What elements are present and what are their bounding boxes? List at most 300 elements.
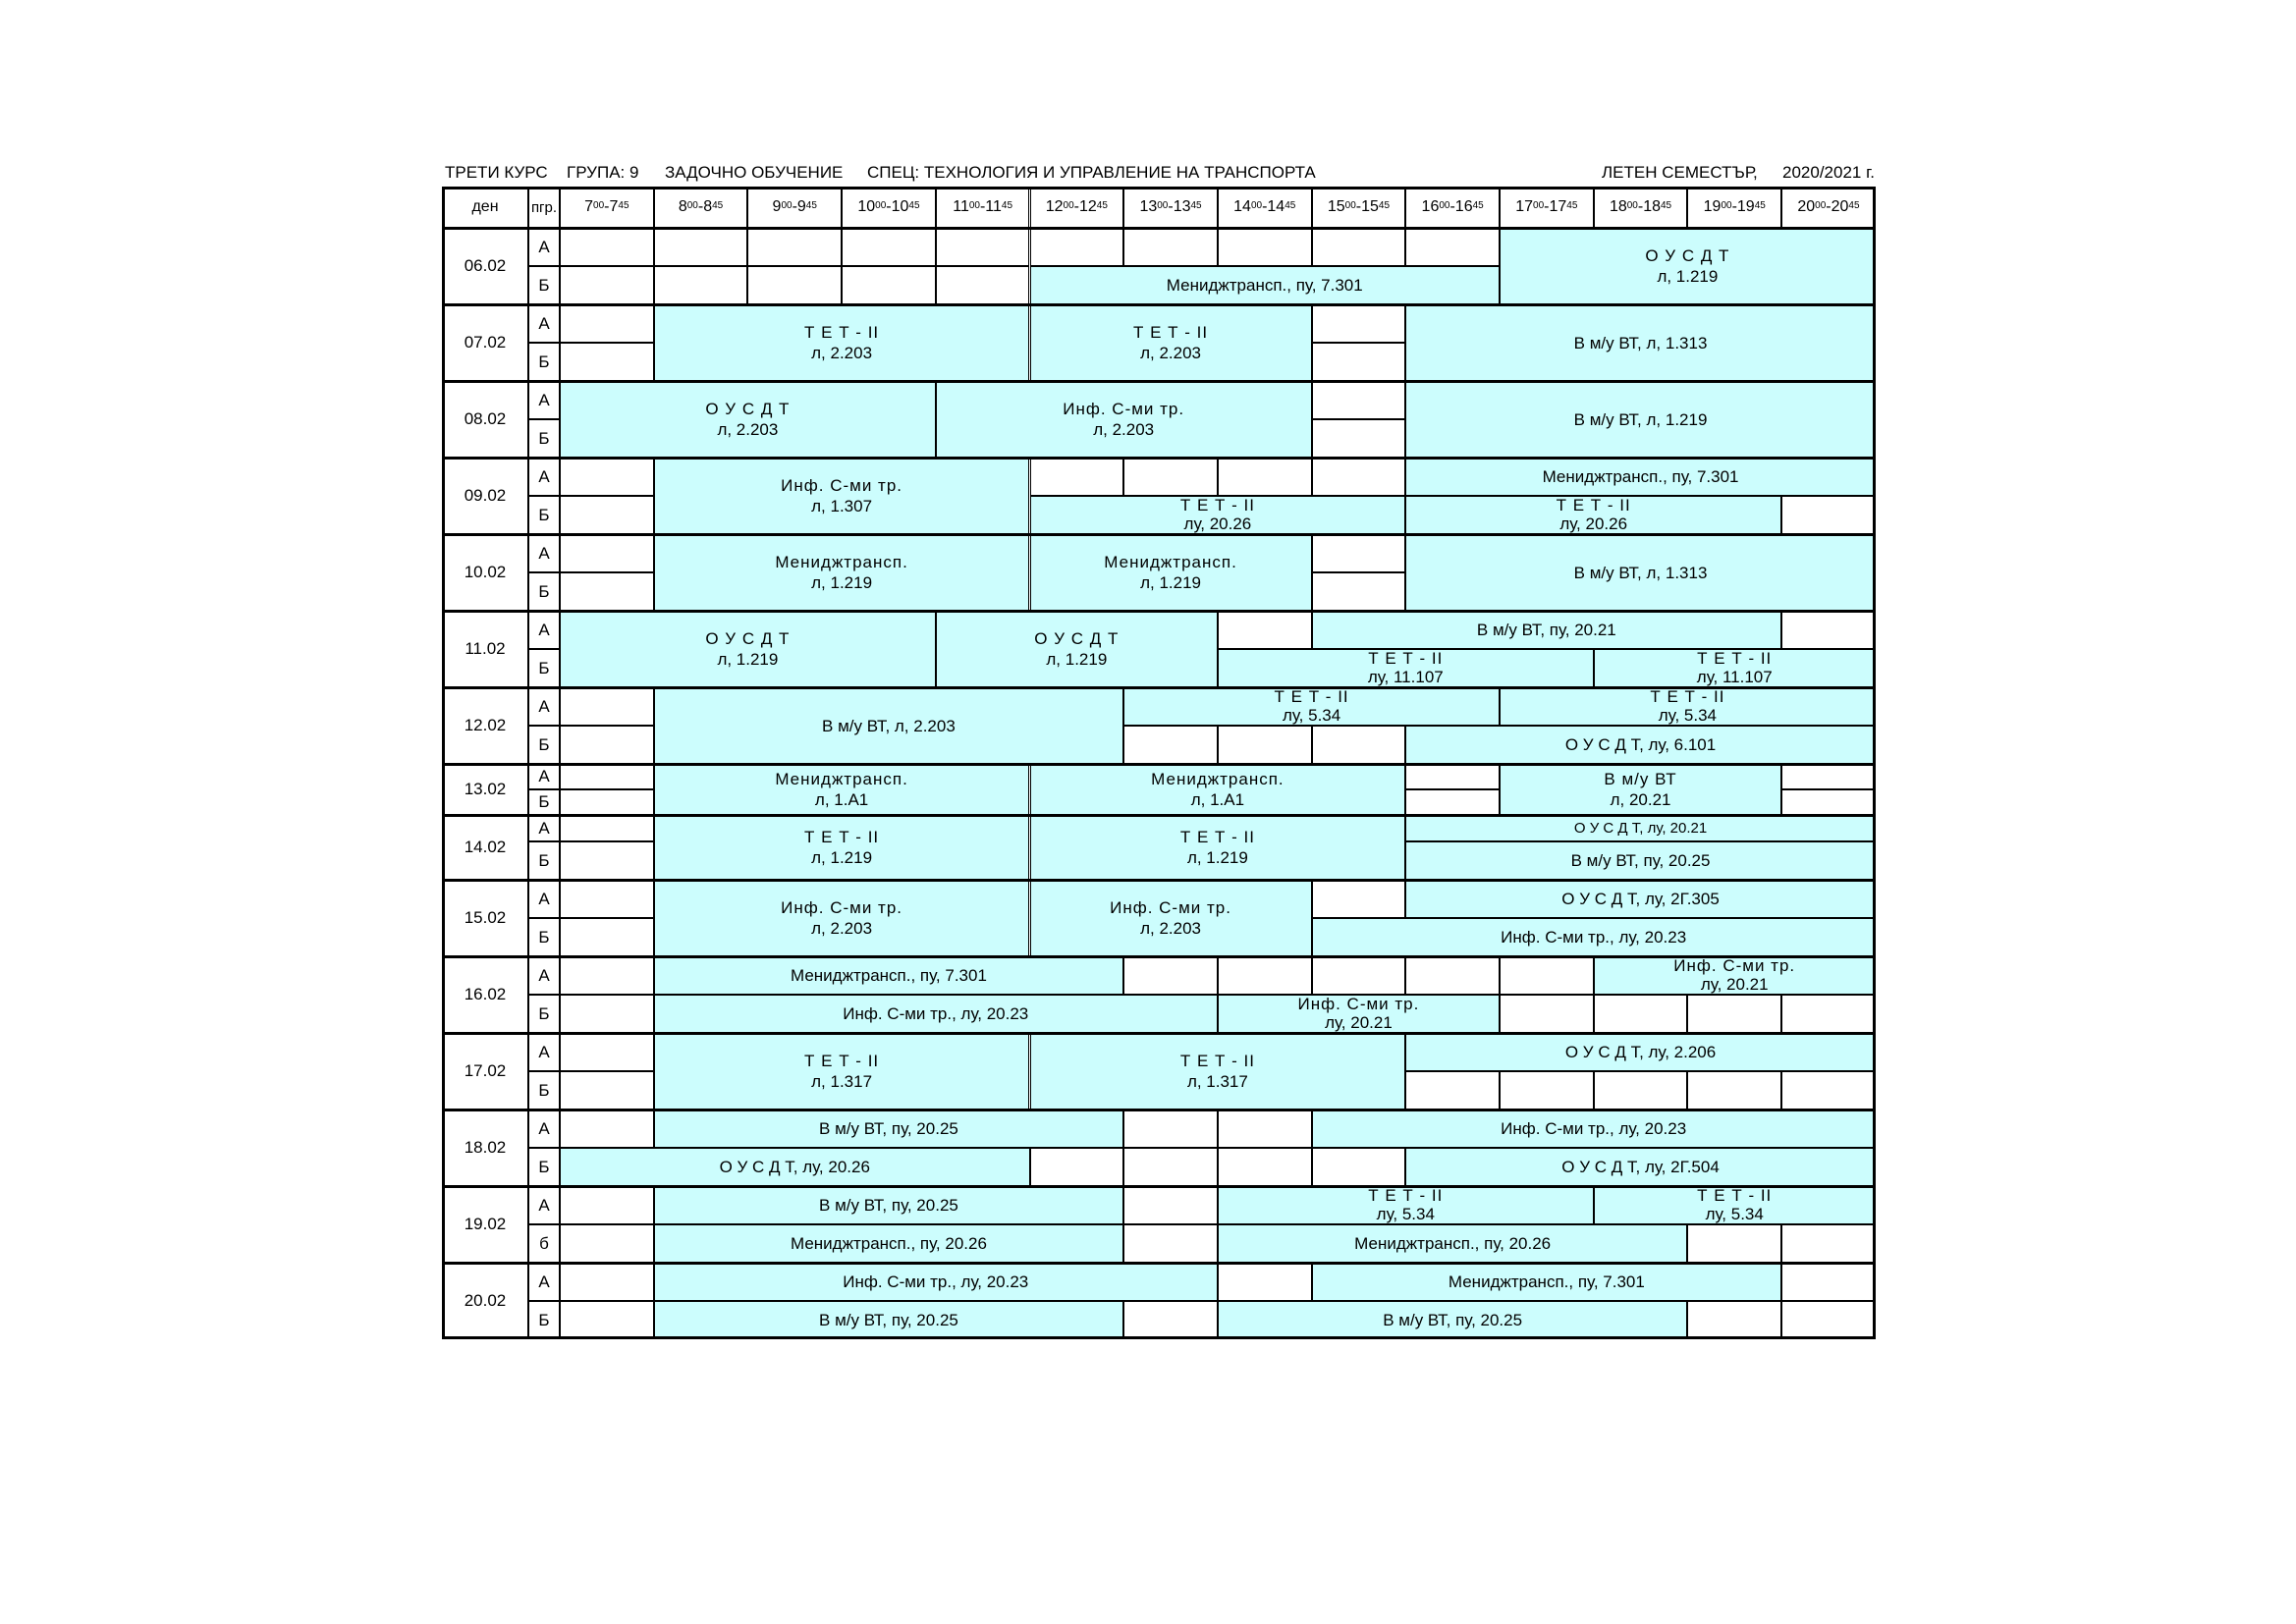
schedule-header xyxy=(445,163,1879,187)
empty-slot xyxy=(747,228,842,266)
time-end: 13 xyxy=(1173,198,1191,215)
time-start: 16 xyxy=(1421,198,1440,215)
empty-slot xyxy=(1687,995,1781,1033)
class-block[interactable] xyxy=(1030,534,1312,611)
class-subject: Т Е Т - II xyxy=(1697,649,1773,668)
empty-slot xyxy=(560,995,654,1033)
class-room: л, 1.219 xyxy=(717,650,779,669)
class-subject: Мениджтрансп., пу, 7.301 xyxy=(1448,1272,1645,1291)
class-block[interactable] xyxy=(1500,687,1876,726)
semester-label: ЛЕТЕН СЕМЕСТЪР, xyxy=(1602,163,1758,182)
empty-slot xyxy=(560,304,654,343)
empty-slot xyxy=(1687,1301,1781,1339)
time-start-sup: 00 xyxy=(1815,199,1827,211)
class-subject: В м/у ВТ, л, 2.203 xyxy=(822,716,956,735)
subgroup-cell-b: Б xyxy=(528,572,560,611)
class-block[interactable] xyxy=(654,815,1030,880)
class-block[interactable] xyxy=(1405,880,1876,918)
empty-slot xyxy=(560,726,654,764)
class-subject: Т Е Т - II xyxy=(1650,687,1725,706)
time-start-sup: 00 xyxy=(1626,199,1638,211)
day-separator xyxy=(442,1109,1876,1111)
day-separator xyxy=(442,1032,1876,1035)
column-header-time-slot xyxy=(1123,187,1218,228)
column-header-time-slot xyxy=(1030,187,1124,228)
class-subject: Мениджтрансп., пу, 20.26 xyxy=(790,1234,987,1253)
empty-slot xyxy=(1405,956,1500,995)
empty-slot xyxy=(1312,534,1406,572)
day-separator xyxy=(442,763,1876,766)
class-room: лу, 20.26 xyxy=(1559,514,1628,533)
column-divider xyxy=(559,187,561,1339)
class-subject: В м/у ВТ xyxy=(1604,770,1677,788)
class-room: л, 1.А1 xyxy=(1190,790,1245,809)
empty-slot xyxy=(654,266,748,304)
time-start: 18 xyxy=(1609,198,1627,215)
class-block[interactable] xyxy=(560,381,936,458)
column-header-time-slot xyxy=(842,187,936,228)
empty-slot xyxy=(1312,1148,1406,1186)
time-end: 12 xyxy=(1079,198,1097,215)
class-block[interactable] xyxy=(1312,1263,1782,1301)
class-block[interactable] xyxy=(1405,726,1876,764)
empty-slot xyxy=(1781,1301,1876,1339)
time-end: 10 xyxy=(891,198,909,215)
empty-slot xyxy=(560,918,654,956)
empty-slot xyxy=(1781,1071,1876,1110)
class-room: л, 2.203 xyxy=(811,919,873,938)
empty-slot xyxy=(1312,726,1406,764)
class-block[interactable] xyxy=(1405,1033,1876,1071)
day-date-cell: 13.02 xyxy=(442,764,528,815)
time-end: 19 xyxy=(1736,198,1755,215)
subgroup-cell-b: Б xyxy=(528,841,560,880)
empty-slot xyxy=(1781,789,1876,815)
empty-slot xyxy=(1123,956,1218,995)
column-header-time-slot xyxy=(747,187,842,228)
empty-slot xyxy=(560,228,654,266)
class-block[interactable] xyxy=(1594,649,1876,687)
class-subject: Инф. С-ми тр., лу, 20.23 xyxy=(1501,1119,1687,1138)
class-subject: О У С Д Т xyxy=(705,400,791,418)
class-block[interactable] xyxy=(1218,1224,1688,1263)
class-subject: Инф. С-ми тр., лу, 20.23 xyxy=(843,1272,1029,1291)
class-subject: О У С Д Т, лу, 2.206 xyxy=(1564,1043,1717,1061)
class-block[interactable] xyxy=(1405,381,1876,458)
class-block[interactable] xyxy=(1218,1186,1594,1224)
empty-slot xyxy=(1594,995,1688,1033)
time-start-sup: 00 xyxy=(781,199,793,211)
class-block[interactable] xyxy=(1123,687,1500,726)
day-date-cell: 17.02 xyxy=(442,1033,528,1110)
time-start: 8 xyxy=(678,198,687,215)
empty-slot xyxy=(1781,764,1876,789)
empty-slot xyxy=(1218,726,1312,764)
subgroup-cell-a: А xyxy=(528,1033,560,1071)
time-end-sup: 45 xyxy=(1472,199,1484,211)
class-room: лу, 20.21 xyxy=(1700,975,1769,994)
class-room: л, 1.317 xyxy=(1186,1072,1248,1091)
time-end-sup: 45 xyxy=(712,199,724,211)
day-separator xyxy=(442,533,1876,536)
class-block[interactable] xyxy=(654,764,1030,815)
time-end: 17 xyxy=(1549,198,1567,215)
time-end: 14 xyxy=(1267,198,1285,215)
time-start-sup: 00 xyxy=(875,199,887,211)
empty-slot xyxy=(1781,995,1876,1033)
class-subject: Т Е Т - II xyxy=(1368,1186,1444,1205)
specialty-label: СПЕЦ: ТЕХНОЛОГИЯ И УПРАВЛЕНИЕ НА ТРАНСПОРТА xyxy=(867,163,1316,182)
empty-slot xyxy=(560,815,654,841)
time-start-sup: 00 xyxy=(1533,199,1545,211)
class-block[interactable] xyxy=(654,995,1218,1033)
empty-slot xyxy=(560,572,654,611)
empty-slot xyxy=(1218,611,1312,649)
class-room: лу, 5.34 xyxy=(1658,706,1718,725)
day-separator xyxy=(442,1185,1876,1188)
subgroup-cell-a: А xyxy=(528,1110,560,1148)
class-subject: Мениджтрансп. xyxy=(1151,770,1285,788)
empty-slot xyxy=(1312,880,1406,918)
class-subject: Инф. С-ми тр., лу, 20.23 xyxy=(843,1004,1029,1023)
empty-slot xyxy=(560,1186,654,1224)
time-start-sup: 00 xyxy=(593,199,605,211)
class-subject: Инф. С-ми тр. xyxy=(1110,898,1231,917)
class-block[interactable] xyxy=(1500,764,1781,815)
empty-slot xyxy=(747,266,842,304)
subgroup-cell-b: Б xyxy=(528,419,560,458)
class-room: л, 1.307 xyxy=(811,497,873,515)
class-block[interactable] xyxy=(1030,880,1312,956)
time-start-sup: 00 xyxy=(1063,199,1074,211)
day-separator xyxy=(442,610,1876,613)
subgroup-cell-a: А xyxy=(528,815,560,841)
subgroup-cell-a: А xyxy=(528,611,560,649)
class-subject: Инф. С-ми тр. xyxy=(1673,956,1796,975)
class-block[interactable] xyxy=(654,304,1030,381)
class-subject: В м/у ВТ, л, 1.219 xyxy=(1573,409,1708,429)
time-end-sup: 45 xyxy=(1001,199,1013,211)
class-subject: Инф. С-ми тр. xyxy=(781,898,903,917)
subgroup-cell-b: Б xyxy=(528,1148,560,1186)
class-block[interactable] xyxy=(936,611,1218,687)
empty-slot xyxy=(560,1071,654,1110)
day-date-cell: 19.02 xyxy=(442,1186,528,1263)
subgroup-cell-b: Б xyxy=(528,726,560,764)
subgroup-cell-a: А xyxy=(528,534,560,572)
class-block[interactable] xyxy=(936,381,1312,458)
time-separator: - xyxy=(1449,198,1455,215)
time-start: 20 xyxy=(1797,198,1816,215)
time-separator: - xyxy=(1073,198,1079,215)
class-subject: Инф. С-ми тр. xyxy=(1297,995,1420,1013)
time-start-sup: 00 xyxy=(1721,199,1732,211)
class-subject: Мениджтрансп. xyxy=(775,770,908,788)
empty-slot xyxy=(1781,1224,1876,1263)
time-separator: - xyxy=(1262,198,1268,215)
class-block[interactable] xyxy=(654,1301,1124,1339)
class-subject: О У С Д Т xyxy=(1034,629,1120,648)
empty-slot xyxy=(1218,1110,1312,1148)
subgroup-cell-b: Б xyxy=(528,995,560,1033)
class-subject: В м/у ВТ, пу, 20.25 xyxy=(819,1119,958,1138)
time-end-sup: 45 xyxy=(908,199,920,211)
day-separator xyxy=(442,814,1876,817)
class-subject: Т Е Т - II xyxy=(1556,496,1631,514)
class-room: л, 1.219 xyxy=(811,573,873,592)
day-separator xyxy=(442,227,1876,230)
class-block[interactable] xyxy=(1405,458,1876,496)
time-start: 19 xyxy=(1703,198,1722,215)
empty-slot xyxy=(1687,1071,1781,1110)
time-separator: - xyxy=(886,198,892,215)
empty-slot xyxy=(560,1110,654,1148)
class-subject: В м/у ВТ, пу, 20.25 xyxy=(819,1311,958,1329)
column-header-time-slot xyxy=(654,187,748,228)
empty-slot xyxy=(1123,228,1218,266)
subgroup-cell-b: Б xyxy=(528,918,560,956)
class-block[interactable] xyxy=(654,880,1030,956)
empty-slot xyxy=(560,266,654,304)
class-room: л, 1.А1 xyxy=(814,790,869,809)
class-subject: О У С Д Т, лу, 20.21 xyxy=(1573,820,1708,837)
time-end-sup: 45 xyxy=(618,199,629,211)
empty-slot xyxy=(1500,1071,1594,1110)
time-end-sup: 45 xyxy=(1660,199,1672,211)
class-subject: Мениджтрансп. xyxy=(1104,553,1237,571)
day-separator xyxy=(442,1262,1876,1265)
time-start: 7 xyxy=(584,198,594,215)
empty-slot xyxy=(936,266,1030,304)
class-room: лу, 11.107 xyxy=(1367,668,1444,686)
time-start-sup: 00 xyxy=(686,199,698,211)
subgroup-cell-a: А xyxy=(528,1263,560,1301)
class-block[interactable] xyxy=(1405,496,1781,534)
time-separator: - xyxy=(1731,198,1737,215)
column-header-time-slot xyxy=(1312,187,1406,228)
class-subject: В м/у ВТ, л, 1.313 xyxy=(1573,563,1708,582)
class-block[interactable] xyxy=(1500,228,1876,304)
empty-slot xyxy=(1500,995,1594,1033)
empty-slot xyxy=(1312,419,1406,458)
time-end: 8 xyxy=(703,198,713,215)
class-subject: Т Е Т - II xyxy=(1697,1186,1773,1205)
class-block[interactable] xyxy=(560,1148,1030,1186)
column-header-time-slot xyxy=(936,187,1030,228)
day-separator xyxy=(442,686,1876,689)
class-block[interactable] xyxy=(1405,815,1876,841)
column-header-time-slot xyxy=(1405,187,1500,228)
empty-slot xyxy=(560,458,654,496)
class-block[interactable] xyxy=(654,534,1030,611)
empty-slot xyxy=(1312,956,1406,995)
class-block[interactable] xyxy=(1405,1148,1876,1186)
class-room: л, 2.203 xyxy=(811,344,873,362)
column-header-time-slot xyxy=(1218,187,1312,228)
empty-slot xyxy=(560,534,654,572)
subgroup-cell-b: Б xyxy=(528,649,560,687)
class-block[interactable] xyxy=(1312,611,1782,649)
empty-slot xyxy=(1312,343,1406,381)
class-block[interactable] xyxy=(654,1033,1030,1110)
time-start: 14 xyxy=(1233,198,1251,215)
day-date-cell: 09.02 xyxy=(442,458,528,534)
class-subject: Мениджтрансп. xyxy=(775,553,908,571)
class-block[interactable] xyxy=(654,1110,1124,1148)
study-mode-label: ЗАДОЧНО ОБУЧЕНИЕ xyxy=(665,163,844,182)
column-header-time-slot xyxy=(1687,187,1781,228)
class-block[interactable] xyxy=(654,1186,1124,1224)
class-room: л, 1.219 xyxy=(1186,848,1248,867)
empty-slot xyxy=(1405,1071,1500,1110)
empty-slot xyxy=(1405,764,1500,789)
time-end: 7 xyxy=(609,198,619,215)
time-end-sup: 45 xyxy=(1754,199,1766,211)
class-subject: Т Е Т - II xyxy=(804,323,880,342)
day-date-cell: 08.02 xyxy=(442,381,528,458)
class-block[interactable] xyxy=(1030,815,1406,880)
class-block[interactable] xyxy=(1218,649,1594,687)
class-block[interactable] xyxy=(1594,1186,1876,1224)
subgroup-cell-b: Б xyxy=(528,343,560,381)
column-header-subgroup: пгр. xyxy=(528,187,560,228)
day-separator xyxy=(442,303,1876,306)
class-block[interactable] xyxy=(654,458,1030,534)
empty-slot xyxy=(560,1224,654,1263)
empty-slot xyxy=(1123,458,1218,496)
time-end-sup: 45 xyxy=(1190,199,1202,211)
class-subject: О У С Д Т, лу, 20.26 xyxy=(719,1158,870,1176)
empty-slot xyxy=(560,789,654,815)
class-room: л, 1.219 xyxy=(811,848,873,867)
class-subject: Мениджтрансп., пу, 20.26 xyxy=(1354,1234,1552,1253)
class-block[interactable] xyxy=(654,956,1124,995)
empty-slot xyxy=(1123,1110,1218,1148)
time-end: 15 xyxy=(1361,198,1379,215)
class-block[interactable] xyxy=(1312,918,1876,956)
time-start-sup: 00 xyxy=(1157,199,1169,211)
time-end: 11 xyxy=(985,198,1002,215)
column-header-time-slot xyxy=(1594,187,1688,228)
empty-slot xyxy=(1312,458,1406,496)
class-subject: О У С Д Т, лу, 2Г.305 xyxy=(1561,890,1720,908)
column-header-time-slot xyxy=(1500,187,1594,228)
empty-slot xyxy=(1312,381,1406,419)
empty-slot xyxy=(1123,1148,1218,1186)
class-subject: Инф. С-ми тр., лу, 20.23 xyxy=(1501,928,1687,947)
class-block[interactable] xyxy=(654,687,1124,764)
class-block[interactable] xyxy=(1030,764,1406,815)
time-end-sup: 45 xyxy=(1378,199,1391,211)
academic-year-label: 2020/2021 г. xyxy=(1782,163,1875,182)
time-start: 11 xyxy=(953,198,969,215)
time-end: 16 xyxy=(1454,198,1473,215)
empty-slot xyxy=(1312,304,1406,343)
time-end: 9 xyxy=(796,198,806,215)
day-date-cell: 20.02 xyxy=(442,1263,528,1339)
class-subject: О У С Д Т xyxy=(705,629,791,648)
time-separator: - xyxy=(1637,198,1644,215)
class-block[interactable] xyxy=(654,1263,1218,1301)
class-room: л, 1.219 xyxy=(1657,267,1719,286)
empty-slot xyxy=(1687,1224,1781,1263)
subgroup-cell-b: Б xyxy=(528,1301,560,1339)
class-block[interactable] xyxy=(1312,1110,1876,1148)
class-block[interactable] xyxy=(1030,304,1312,381)
class-block[interactable] xyxy=(1030,496,1406,534)
class-block[interactable] xyxy=(1405,841,1876,880)
class-subject: О У С Д Т, лу, 6.101 xyxy=(1564,735,1717,754)
empty-slot xyxy=(1405,228,1500,266)
subgroup-cell-a: А xyxy=(528,304,560,343)
day-separator xyxy=(442,955,1876,958)
class-room: л, 2.203 xyxy=(1140,919,1201,938)
class-subject: В м/у ВТ, л, 1.313 xyxy=(1573,333,1708,352)
class-room: л, 1.219 xyxy=(1140,573,1201,592)
empty-slot xyxy=(842,266,936,304)
class-block[interactable] xyxy=(654,1224,1124,1263)
empty-slot xyxy=(1781,496,1876,534)
class-block[interactable] xyxy=(1405,304,1876,381)
empty-slot xyxy=(560,880,654,918)
course-label: ТРЕТИ КУРС xyxy=(445,163,548,182)
time-separator: - xyxy=(979,198,986,215)
class-room: лу, 20.26 xyxy=(1183,514,1252,533)
empty-slot xyxy=(560,687,654,726)
class-block[interactable] xyxy=(1030,1033,1406,1110)
class-room: л, 20.21 xyxy=(1610,790,1671,809)
subgroup-cell-a: А xyxy=(528,381,560,419)
group-label: ГРУПА: 9 xyxy=(567,163,639,182)
empty-slot xyxy=(1781,611,1876,649)
class-block[interactable] xyxy=(1030,266,1501,304)
class-subject: Т Е Т - II xyxy=(804,1052,880,1070)
time-start-sup: 00 xyxy=(1250,199,1263,211)
empty-slot xyxy=(1312,228,1406,266)
class-room: л, 1.317 xyxy=(811,1072,873,1091)
class-block[interactable] xyxy=(1218,995,1500,1033)
empty-slot xyxy=(654,228,748,266)
subgroup-cell-b: Б xyxy=(528,496,560,534)
empty-slot xyxy=(842,228,936,266)
time-end-sup: 45 xyxy=(805,199,817,211)
time-separator: - xyxy=(1544,198,1550,215)
column-header-day: ден xyxy=(442,187,528,228)
class-subject: Т Е Т - II xyxy=(1274,687,1349,706)
class-block[interactable] xyxy=(1218,1301,1688,1339)
class-block[interactable] xyxy=(1405,534,1876,611)
empty-slot xyxy=(1594,1071,1688,1110)
class-room: л, 2.203 xyxy=(1093,420,1155,439)
day-date-cell: 18.02 xyxy=(442,1110,528,1186)
time-separator: - xyxy=(792,198,797,215)
class-block[interactable] xyxy=(1594,956,1876,995)
class-block[interactable] xyxy=(560,611,936,687)
time-start-sup: 00 xyxy=(968,199,980,211)
time-separator: - xyxy=(1168,198,1174,215)
empty-slot xyxy=(560,956,654,995)
empty-slot xyxy=(560,343,654,381)
time-separator: - xyxy=(604,198,610,215)
schedule-table xyxy=(442,187,1876,1339)
day-date-cell: 16.02 xyxy=(442,956,528,1033)
class-subject: Т Е Т - II xyxy=(804,828,880,846)
class-room: л, 2.203 xyxy=(1140,344,1201,362)
empty-slot xyxy=(1123,1224,1218,1263)
day-date-cell: 06.02 xyxy=(442,228,528,304)
empty-slot xyxy=(1123,1301,1218,1339)
time-start: 13 xyxy=(1139,198,1158,215)
